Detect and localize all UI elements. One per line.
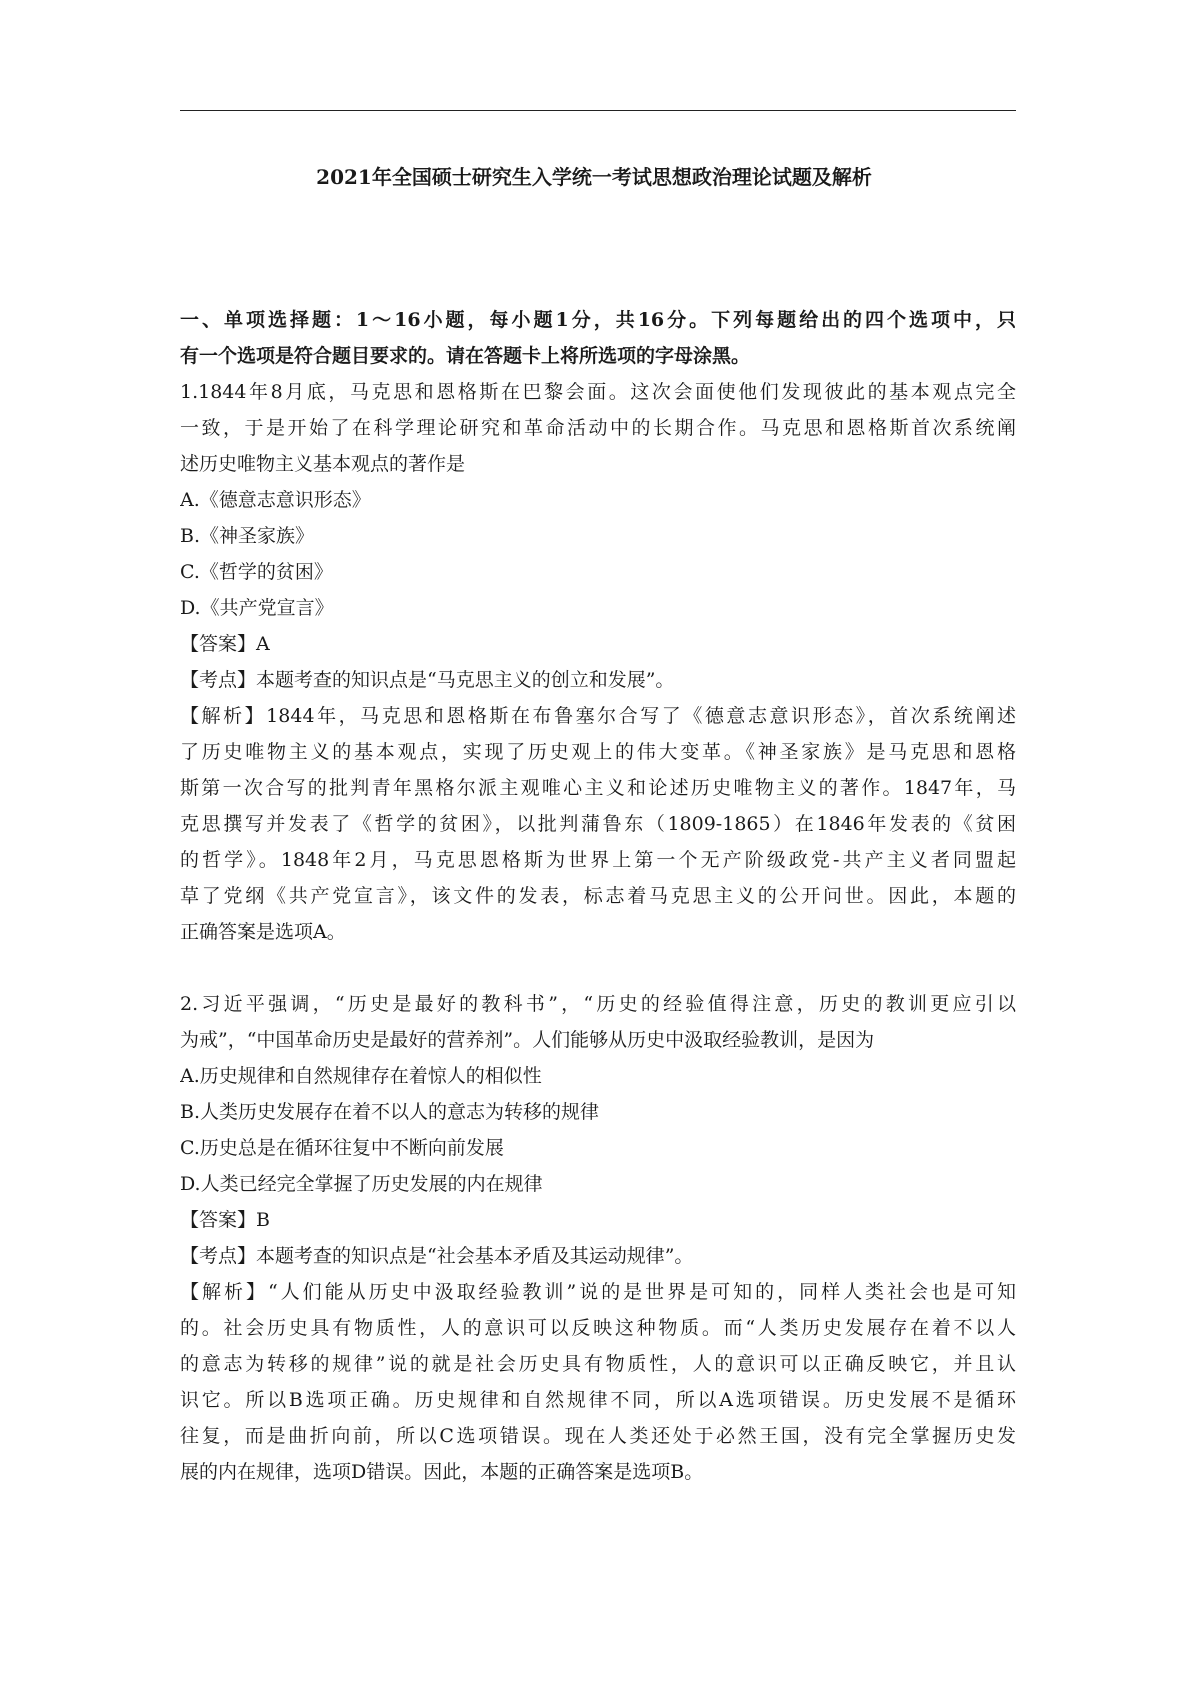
option-c: C.《哲学的贫困》	[180, 561, 333, 583]
analysis-line: 的意志为转移的规律”说的就是社会历史具有物质性，人的意识可以正确反映它，并且认	[180, 1353, 1016, 1375]
spacer	[180, 950, 1016, 986]
document-body	[180, 302, 1016, 1490]
analysis-line: 的。社会历史具有物质性，人的意识可以反映这种物质。而“人类历史发展存在着不以人	[180, 1317, 1016, 1339]
option-d: D.《共产党宣言》	[180, 597, 334, 619]
answer: 【答案】A	[180, 633, 270, 655]
question-stem-line: 述历史唯物主义基本观点的著作是	[180, 453, 466, 475]
analysis-line: 往复，而是曲折向前，所以C选项错误。现在人类还处于必然王国，没有完全掌握历史发	[180, 1425, 1016, 1447]
analysis-line: 展的内在规律，选项D错误。因此，本题的正确答案是选项B。	[180, 1461, 704, 1483]
analysis-line: 【解析】“人们能从历史中汲取经验教训”说的是世界是可知的，同样人类社会也是可知	[180, 1281, 1016, 1303]
analysis-line: 斯第一次合写的批判青年黑格尔派主观唯心主义和论述历史唯物主义的著作。1847年，马	[180, 777, 1016, 799]
analysis-line: 的哲学》。1848年2月，马克思恩格斯为世界上第一个无产阶级政党-共产主义者同盟起	[180, 849, 1016, 871]
header-rule	[180, 110, 1016, 111]
question-1	[180, 374, 1016, 950]
question-stem-line: 一致，于是开始了在科学理论研究和革命活动中的长期合作。马克思和恩格斯首次系统阐	[180, 417, 1016, 439]
analysis-line: 正确答案是选项A。	[180, 921, 346, 943]
analysis-line: 草了党纲《共产党宣言》，该文件的发表，标志着马克思主义的公开问世。因此，本题的	[180, 885, 1016, 907]
answer: 【答案】B	[180, 1209, 270, 1231]
analysis-line: 识它。所以B选项正确。历史规律和自然规律不同，所以A选项错误。历史发展不是循环	[180, 1389, 1016, 1411]
option-c: C.历史总是在循环往复中不断向前发展	[180, 1137, 504, 1159]
knowledge-point: 【考点】本题考查的知识点是“马克思主义的创立和发展”。	[180, 669, 675, 691]
option-d: D.人类已经完全掌握了历史发展的内在规律	[180, 1173, 543, 1195]
question-stem-line: 2.习近平强调，“历史是最好的教科书”，“历史的经验值得注意，历史的教训更应引以	[180, 993, 1016, 1015]
section-heading-line: 一、单项选择题：1～16小题，每小题1分，共16分。下列每题给出的四个选项中，只	[180, 309, 1016, 331]
option-a: A.历史规律和自然规律存在着惊人的相似性	[180, 1065, 542, 1087]
document-title: 2021年全国硕士研究生入学统一考试思想政治理论试题及解析	[316, 165, 872, 189]
option-a: A.《德意志意识形态》	[180, 489, 371, 511]
section-heading-line: 有一个选项是符合题目要求的。请在答题卡上将所选项的字母涂黑。	[180, 345, 751, 367]
question-stem-line: 为戒”，“中国革命历史是最好的营养剂”。人们能够从历史中汲取经验教训，是因为	[180, 1029, 875, 1051]
analysis-line: 了历史唯物主义的基本观点，实现了历史观上的伟大变革。《神圣家族》是马克思和恩格	[180, 741, 1016, 763]
option-b: B.《神圣家族》	[180, 525, 315, 547]
question-2	[180, 986, 1016, 1490]
option-b: B.人类历史发展存在着不以人的意志为转移的规律	[180, 1101, 600, 1123]
question-stem-line: 1.1844年8月底，马克思和恩格斯在巴黎会面。这次会面使他们发现彼此的基本观点完全	[180, 381, 1016, 403]
knowledge-point: 【考点】本题考查的知识点是“社会基本矛盾及其运动规律”。	[180, 1245, 694, 1267]
analysis-line: 【解析】1844年，马克思和恩格斯在布鲁塞尔合写了《德意志意识形态》，首次系统阐述	[180, 705, 1016, 727]
analysis-line: 克思撰写并发表了《哲学的贫困》，以批判蒲鲁东（1809-1865）在1846年发表的《贫困	[180, 813, 1016, 835]
